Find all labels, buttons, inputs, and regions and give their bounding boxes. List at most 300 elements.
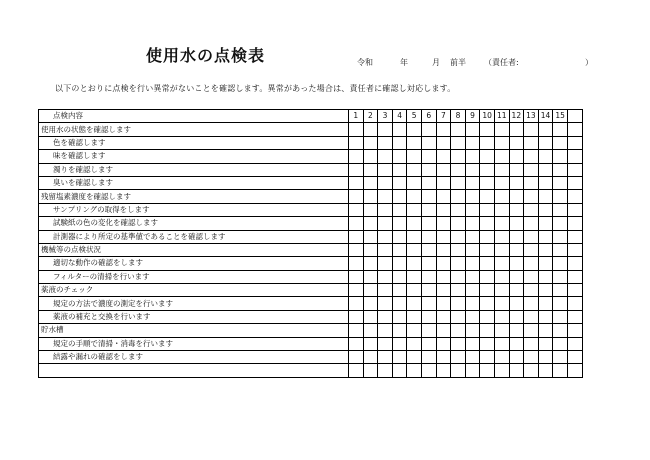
check-cell[interactable] <box>378 190 393 203</box>
check-cell[interactable] <box>567 243 582 256</box>
check-cell[interactable] <box>436 136 451 149</box>
check-cell[interactable] <box>567 270 582 283</box>
check-cell[interactable] <box>465 190 480 203</box>
check-cell[interactable] <box>567 337 582 350</box>
check-cell[interactable] <box>480 284 495 297</box>
check-cell[interactable] <box>407 284 422 297</box>
check-cell[interactable] <box>480 203 495 216</box>
check-cell[interactable] <box>407 310 422 323</box>
check-cell[interactable] <box>480 243 495 256</box>
check-cell[interactable] <box>480 136 495 149</box>
check-cell[interactable] <box>524 230 539 243</box>
check-cell[interactable] <box>378 324 393 337</box>
check-cell[interactable] <box>567 203 582 216</box>
check-cell[interactable] <box>538 123 553 136</box>
check-cell[interactable] <box>349 136 364 149</box>
check-cell[interactable] <box>349 163 364 176</box>
check-cell[interactable] <box>407 176 422 189</box>
check-cell[interactable] <box>451 176 466 189</box>
check-cell[interactable] <box>349 230 364 243</box>
check-cell[interactable] <box>553 270 568 283</box>
check-cell[interactable] <box>538 217 553 230</box>
check-cell[interactable] <box>378 150 393 163</box>
check-cell[interactable] <box>465 257 480 270</box>
check-cell[interactable] <box>538 163 553 176</box>
check-cell[interactable] <box>509 243 524 256</box>
check-cell[interactable] <box>465 243 480 256</box>
check-cell[interactable] <box>553 136 568 149</box>
check-cell[interactable] <box>392 190 407 203</box>
check-cell[interactable] <box>553 176 568 189</box>
check-cell[interactable] <box>553 190 568 203</box>
check-cell[interactable] <box>509 190 524 203</box>
check-cell[interactable] <box>480 297 495 310</box>
check-cell[interactable] <box>494 217 509 230</box>
check-cell[interactable] <box>567 257 582 270</box>
check-cell[interactable] <box>538 150 553 163</box>
check-cell[interactable] <box>553 163 568 176</box>
check-cell[interactable] <box>349 337 364 350</box>
check-cell[interactable] <box>349 284 364 297</box>
check-cell[interactable] <box>363 364 378 377</box>
check-cell[interactable] <box>349 297 364 310</box>
check-cell[interactable] <box>392 163 407 176</box>
check-cell[interactable] <box>567 123 582 136</box>
check-cell[interactable] <box>363 176 378 189</box>
check-cell[interactable] <box>407 190 422 203</box>
check-cell[interactable] <box>567 217 582 230</box>
check-cell[interactable] <box>392 351 407 364</box>
check-cell[interactable] <box>392 123 407 136</box>
check-cell[interactable] <box>524 351 539 364</box>
check-cell[interactable] <box>363 203 378 216</box>
check-cell[interactable] <box>538 284 553 297</box>
check-cell[interactable] <box>421 163 436 176</box>
check-cell[interactable] <box>451 203 466 216</box>
check-cell[interactable] <box>436 351 451 364</box>
check-cell[interactable] <box>509 123 524 136</box>
check-cell[interactable] <box>349 190 364 203</box>
check-cell[interactable] <box>538 270 553 283</box>
check-cell[interactable] <box>392 243 407 256</box>
check-cell[interactable] <box>392 364 407 377</box>
check-cell[interactable] <box>509 136 524 149</box>
check-cell[interactable] <box>451 284 466 297</box>
check-cell[interactable] <box>480 270 495 283</box>
check-cell[interactable] <box>553 284 568 297</box>
check-cell[interactable] <box>465 163 480 176</box>
check-cell[interactable] <box>538 230 553 243</box>
check-cell[interactable] <box>567 150 582 163</box>
check-cell[interactable] <box>509 203 524 216</box>
check-cell[interactable] <box>465 337 480 350</box>
check-cell[interactable] <box>421 297 436 310</box>
check-cell[interactable] <box>567 324 582 337</box>
check-cell[interactable] <box>553 217 568 230</box>
check-cell[interactable] <box>392 257 407 270</box>
check-cell[interactable] <box>378 257 393 270</box>
check-cell[interactable] <box>421 136 436 149</box>
check-cell[interactable] <box>494 230 509 243</box>
check-cell[interactable] <box>480 310 495 323</box>
check-cell[interactable] <box>407 243 422 256</box>
check-cell[interactable] <box>509 337 524 350</box>
check-cell[interactable] <box>378 163 393 176</box>
check-cell[interactable] <box>378 217 393 230</box>
check-cell[interactable] <box>363 190 378 203</box>
check-cell[interactable] <box>451 190 466 203</box>
check-cell[interactable] <box>538 243 553 256</box>
check-cell[interactable] <box>538 324 553 337</box>
check-cell[interactable] <box>465 351 480 364</box>
check-cell[interactable] <box>407 337 422 350</box>
check-cell[interactable] <box>421 324 436 337</box>
check-cell[interactable] <box>509 150 524 163</box>
check-cell[interactable] <box>465 230 480 243</box>
check-cell[interactable] <box>524 136 539 149</box>
check-cell[interactable] <box>465 176 480 189</box>
check-cell[interactable] <box>494 297 509 310</box>
check-cell[interactable] <box>538 203 553 216</box>
check-cell[interactable] <box>363 136 378 149</box>
check-cell[interactable] <box>494 324 509 337</box>
check-cell[interactable] <box>451 310 466 323</box>
check-cell[interactable] <box>494 203 509 216</box>
check-cell[interactable] <box>494 310 509 323</box>
check-cell[interactable] <box>553 150 568 163</box>
check-cell[interactable] <box>349 217 364 230</box>
check-cell[interactable] <box>567 364 582 377</box>
check-cell[interactable] <box>392 176 407 189</box>
check-cell[interactable] <box>524 284 539 297</box>
check-cell[interactable] <box>436 310 451 323</box>
check-cell[interactable] <box>436 337 451 350</box>
check-cell[interactable] <box>421 203 436 216</box>
check-cell[interactable] <box>349 364 364 377</box>
check-cell[interactable] <box>553 297 568 310</box>
check-cell[interactable] <box>538 176 553 189</box>
check-cell[interactable] <box>378 270 393 283</box>
check-cell[interactable] <box>407 351 422 364</box>
check-cell[interactable] <box>421 351 436 364</box>
check-cell[interactable] <box>421 123 436 136</box>
check-cell[interactable] <box>509 163 524 176</box>
check-cell[interactable] <box>378 337 393 350</box>
check-cell[interactable] <box>451 337 466 350</box>
check-cell[interactable] <box>538 351 553 364</box>
check-cell[interactable] <box>494 270 509 283</box>
check-cell[interactable] <box>538 364 553 377</box>
check-cell[interactable] <box>451 230 466 243</box>
check-cell[interactable] <box>451 217 466 230</box>
check-cell[interactable] <box>524 203 539 216</box>
check-cell[interactable] <box>567 176 582 189</box>
check-cell[interactable] <box>349 243 364 256</box>
check-cell[interactable] <box>363 243 378 256</box>
check-cell[interactable] <box>509 217 524 230</box>
check-cell[interactable] <box>436 270 451 283</box>
check-cell[interactable] <box>407 217 422 230</box>
check-cell[interactable] <box>451 364 466 377</box>
check-cell[interactable] <box>509 310 524 323</box>
check-cell[interactable] <box>538 257 553 270</box>
check-cell[interactable] <box>451 163 466 176</box>
check-cell[interactable] <box>363 310 378 323</box>
check-cell[interactable] <box>363 297 378 310</box>
check-cell[interactable] <box>524 257 539 270</box>
check-cell[interactable] <box>363 324 378 337</box>
check-cell[interactable] <box>392 217 407 230</box>
check-cell[interactable] <box>421 310 436 323</box>
check-cell[interactable] <box>349 123 364 136</box>
check-cell[interactable] <box>392 203 407 216</box>
check-cell[interactable] <box>567 351 582 364</box>
check-cell[interactable] <box>480 364 495 377</box>
check-cell[interactable] <box>524 190 539 203</box>
check-cell[interactable] <box>451 351 466 364</box>
check-cell[interactable] <box>524 270 539 283</box>
check-cell[interactable] <box>451 324 466 337</box>
check-cell[interactable] <box>363 123 378 136</box>
check-cell[interactable] <box>480 257 495 270</box>
check-cell[interactable] <box>494 364 509 377</box>
check-cell[interactable] <box>407 123 422 136</box>
check-cell[interactable] <box>553 230 568 243</box>
check-cell[interactable] <box>553 203 568 216</box>
check-cell[interactable] <box>553 324 568 337</box>
check-cell[interactable] <box>378 176 393 189</box>
check-cell[interactable] <box>465 150 480 163</box>
check-cell[interactable] <box>421 243 436 256</box>
check-cell[interactable] <box>421 176 436 189</box>
check-cell[interactable] <box>553 257 568 270</box>
check-cell[interactable] <box>451 123 466 136</box>
check-cell[interactable] <box>451 136 466 149</box>
check-cell[interactable] <box>436 203 451 216</box>
check-cell[interactable] <box>392 337 407 350</box>
check-cell[interactable] <box>421 337 436 350</box>
check-cell[interactable] <box>378 310 393 323</box>
check-cell[interactable] <box>524 150 539 163</box>
check-cell[interactable] <box>349 324 364 337</box>
check-cell[interactable] <box>436 123 451 136</box>
check-cell[interactable] <box>451 243 466 256</box>
check-cell[interactable] <box>509 257 524 270</box>
check-cell[interactable] <box>494 337 509 350</box>
check-cell[interactable] <box>480 150 495 163</box>
check-cell[interactable] <box>553 310 568 323</box>
check-cell[interactable] <box>451 150 466 163</box>
check-cell[interactable] <box>363 284 378 297</box>
check-cell[interactable] <box>567 284 582 297</box>
check-cell[interactable] <box>378 364 393 377</box>
check-cell[interactable] <box>524 217 539 230</box>
check-cell[interactable] <box>465 297 480 310</box>
check-cell[interactable] <box>509 297 524 310</box>
check-cell[interactable] <box>509 284 524 297</box>
check-cell[interactable] <box>480 123 495 136</box>
check-cell[interactable] <box>363 351 378 364</box>
check-cell[interactable] <box>378 284 393 297</box>
check-cell[interactable] <box>363 270 378 283</box>
check-cell[interactable] <box>465 217 480 230</box>
check-cell[interactable] <box>480 351 495 364</box>
check-cell[interactable] <box>407 230 422 243</box>
check-cell[interactable] <box>480 324 495 337</box>
check-cell[interactable] <box>480 163 495 176</box>
check-cell[interactable] <box>524 123 539 136</box>
check-cell[interactable] <box>465 310 480 323</box>
check-cell[interactable] <box>567 297 582 310</box>
check-cell[interactable] <box>436 243 451 256</box>
check-cell[interactable] <box>436 324 451 337</box>
check-cell[interactable] <box>349 351 364 364</box>
check-cell[interactable] <box>567 136 582 149</box>
check-cell[interactable] <box>392 136 407 149</box>
check-cell[interactable] <box>421 190 436 203</box>
check-cell[interactable] <box>436 257 451 270</box>
check-cell[interactable] <box>421 230 436 243</box>
check-cell[interactable] <box>436 297 451 310</box>
check-cell[interactable] <box>407 270 422 283</box>
check-cell[interactable] <box>524 243 539 256</box>
check-cell[interactable] <box>524 310 539 323</box>
check-cell[interactable] <box>451 270 466 283</box>
check-cell[interactable] <box>553 364 568 377</box>
check-cell[interactable] <box>524 324 539 337</box>
check-cell[interactable] <box>494 176 509 189</box>
check-cell[interactable] <box>524 337 539 350</box>
check-cell[interactable] <box>378 243 393 256</box>
check-cell[interactable] <box>567 163 582 176</box>
check-cell[interactable] <box>363 230 378 243</box>
check-cell[interactable] <box>392 230 407 243</box>
check-cell[interactable] <box>509 364 524 377</box>
check-cell[interactable] <box>465 270 480 283</box>
check-cell[interactable] <box>465 136 480 149</box>
check-cell[interactable] <box>524 163 539 176</box>
check-cell[interactable] <box>538 337 553 350</box>
check-cell[interactable] <box>494 163 509 176</box>
check-cell[interactable] <box>392 150 407 163</box>
check-cell[interactable] <box>553 351 568 364</box>
check-cell[interactable] <box>465 203 480 216</box>
check-cell[interactable] <box>480 230 495 243</box>
check-cell[interactable] <box>363 337 378 350</box>
check-cell[interactable] <box>553 123 568 136</box>
check-cell[interactable] <box>392 284 407 297</box>
check-cell[interactable] <box>421 270 436 283</box>
check-cell[interactable] <box>524 364 539 377</box>
check-cell[interactable] <box>480 190 495 203</box>
check-cell[interactable] <box>509 270 524 283</box>
check-cell[interactable] <box>494 351 509 364</box>
check-cell[interactable] <box>509 176 524 189</box>
check-cell[interactable] <box>538 190 553 203</box>
check-cell[interactable] <box>349 310 364 323</box>
check-cell[interactable] <box>436 364 451 377</box>
check-cell[interactable] <box>553 243 568 256</box>
check-cell[interactable] <box>494 150 509 163</box>
check-cell[interactable] <box>378 123 393 136</box>
check-cell[interactable] <box>349 257 364 270</box>
check-cell[interactable] <box>509 324 524 337</box>
check-cell[interactable] <box>363 217 378 230</box>
check-cell[interactable] <box>407 364 422 377</box>
check-cell[interactable] <box>349 270 364 283</box>
check-cell[interactable] <box>392 324 407 337</box>
check-cell[interactable] <box>363 257 378 270</box>
check-cell[interactable] <box>494 257 509 270</box>
check-cell[interactable] <box>363 163 378 176</box>
check-cell[interactable] <box>524 297 539 310</box>
check-cell[interactable] <box>480 176 495 189</box>
check-cell[interactable] <box>349 176 364 189</box>
check-cell[interactable] <box>494 243 509 256</box>
check-cell[interactable] <box>538 310 553 323</box>
check-cell[interactable] <box>407 136 422 149</box>
check-cell[interactable] <box>392 297 407 310</box>
check-cell[interactable] <box>392 310 407 323</box>
check-cell[interactable] <box>509 351 524 364</box>
check-cell[interactable] <box>407 150 422 163</box>
check-cell[interactable] <box>378 230 393 243</box>
check-cell[interactable] <box>494 190 509 203</box>
check-cell[interactable] <box>407 257 422 270</box>
check-cell[interactable] <box>421 150 436 163</box>
check-cell[interactable] <box>436 163 451 176</box>
check-cell[interactable] <box>524 176 539 189</box>
check-cell[interactable] <box>421 217 436 230</box>
check-cell[interactable] <box>451 257 466 270</box>
check-cell[interactable] <box>363 150 378 163</box>
check-cell[interactable] <box>553 337 568 350</box>
check-cell[interactable] <box>421 284 436 297</box>
check-cell[interactable] <box>465 284 480 297</box>
check-cell[interactable] <box>480 337 495 350</box>
check-cell[interactable] <box>538 136 553 149</box>
check-cell[interactable] <box>349 203 364 216</box>
check-cell[interactable] <box>480 217 495 230</box>
check-cell[interactable] <box>378 351 393 364</box>
check-cell[interactable] <box>538 297 553 310</box>
check-cell[interactable] <box>509 230 524 243</box>
check-cell[interactable] <box>436 176 451 189</box>
check-cell[interactable] <box>465 324 480 337</box>
check-cell[interactable] <box>494 284 509 297</box>
check-cell[interactable] <box>567 310 582 323</box>
check-cell[interactable] <box>407 297 422 310</box>
check-cell[interactable] <box>421 364 436 377</box>
check-cell[interactable] <box>407 324 422 337</box>
check-cell[interactable] <box>494 123 509 136</box>
check-cell[interactable] <box>465 364 480 377</box>
check-cell[interactable] <box>567 230 582 243</box>
check-cell[interactable] <box>494 136 509 149</box>
check-cell[interactable] <box>421 257 436 270</box>
check-cell[interactable] <box>378 203 393 216</box>
check-cell[interactable] <box>378 136 393 149</box>
check-cell[interactable] <box>436 284 451 297</box>
check-cell[interactable] <box>407 163 422 176</box>
check-cell[interactable] <box>436 150 451 163</box>
check-cell[interactable] <box>378 297 393 310</box>
check-cell[interactable] <box>567 190 582 203</box>
check-cell[interactable] <box>436 217 451 230</box>
check-cell[interactable] <box>349 150 364 163</box>
check-cell[interactable] <box>392 270 407 283</box>
check-cell[interactable] <box>451 297 466 310</box>
